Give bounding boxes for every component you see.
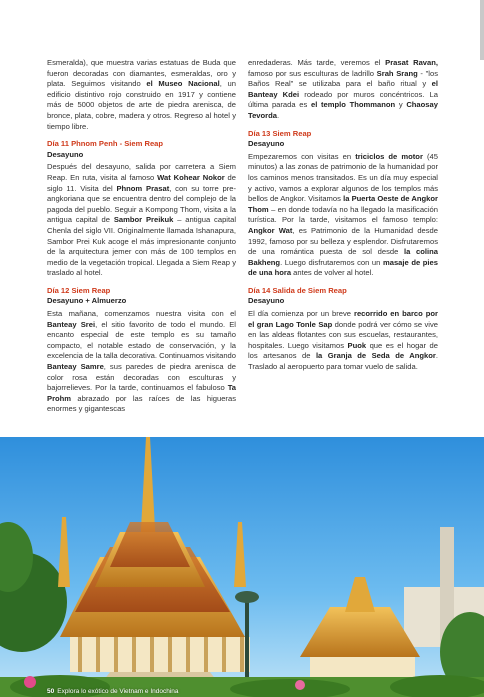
right-column xyxy=(248,58,438,373)
day-11-meal: Desayuno xyxy=(47,149,84,159)
left-column xyxy=(47,58,236,415)
page-edge-strip xyxy=(480,0,484,60)
day-14-meal: Desayuno xyxy=(248,296,285,306)
day-12-paragraph: Esta mañana, comenzamos nuestra visita con el Banteay Srei, el sitio favorito de todo el mundo. El encanto especial de este templo es su tamaño compacto, el notable estado de conservación, y la excelencia de la talla decorativa. Continuamos visitando Banteay Samre, sus paredes de piedra arenisca de color rosa están decoradas con esculturas y bajorrelieves. Por la tarde, continuamos el fabuloso Ta Prohm abrazado por las raíces de las higueras enormes y gigantescas xyxy=(47,309,237,414)
day-12-heading: Día 12 Siem Reap xyxy=(47,285,111,295)
day-13-heading: Día 13 Siem Reap xyxy=(248,128,312,138)
intro-paragraph: Esmeralda), que muestra varias estatuas de Buda que fueron decoradas con diamantes, esmeraldas, oro y plata. Seguimos visitando el Museo Nacional, un edificio distintivo rojo construido en 1917 y contiene más de 5000 objetos de arte de piedra arenisca, de bronce, plata, cobre, madera y otros. Regreso al hotel y tiempo libre. xyxy=(47,58,236,131)
day-14-paragraph: El día comienza por un breve recorrido en barco por el gran Lago Tonle Sap donde podrá ver cómo se vive en las aldeas flotantes con sus escuelas, restaurantes, hospitales. Luego visitamos Puok que es el hogar de los artesanos de la Granja de Seda de Angkor. Traslado al aeropuerto para tomar vuelo de salida. xyxy=(248,309,438,372)
day-11-paragraph: Después del desayuno, salida por carretera a Siem Reap. En ruta, visita al famoso Wat Kohear Nokor de siglo 11. Visita del Phnom Prasat, con su torre pre-angkoriana que se encuentra dentro del complejo de la pagoda del pueblo. Seguir a Kompong Thom, visita a la antigua capital de Sambor Preikuk – antigua capital Chenla del siglo VII. Originalmente llamada Ishanapura, Sambor Prei Kuk acoge el más impresionante conjunto de la arquitectura jemer con más de 100 templos en medio de la vegetación tropical. Llegada a Siem Reap y traslado al hotel. xyxy=(47,162,237,278)
day-12-meal: Desayuno + Almuerzo xyxy=(47,296,127,306)
day-14-heading: Día 14 Salida de Siem Reap xyxy=(248,285,347,295)
footer-text: Explora lo exótico de Vietnam e Indochina xyxy=(57,688,179,695)
day-13-meal: Desayuno xyxy=(248,139,285,149)
continuation-paragraph: enredaderas. Más tarde, veremos el Prasat Ravan, famoso por sus esculturas de ladrillo Srah Srang - "los Baños Real" se utilizaba para el baño ritual y el Banteay Kdei rodeado por muros concéntricos. La última parada es el templo Thommanon y Chaosay Tevorda. xyxy=(248,58,439,120)
day-11-heading: Día 11 Phnom Penh - Siem Reap xyxy=(47,139,164,149)
page-number: 50 xyxy=(47,688,55,695)
page-footer xyxy=(47,688,179,695)
royal-palace-photo xyxy=(0,437,484,697)
day-13-paragraph: Empezaremos con visitas en triciclos de motor (45 minutos) a las zonas de patrimonio de la humanidad por los caminos menos transitados. Es un día muy especial y activo, vamos a explorar algunos de los templos más bellos de Angkor. Visitamos la Puerta Oeste de Angkor Thom – en donde todavía no ha llegado la masificación turística. Por la tarde, visitamos el famoso templo: Angkor Wat, es Patrimonio de la Humanidad desde 1992, famoso por su belleza y esplendor. Disfrutaremos de una romántica puesta de sol desde la colina Bakheng. Luego disfrutaremos con un masaje de pies de una hora antes de volver al hotel. xyxy=(248,151,439,278)
